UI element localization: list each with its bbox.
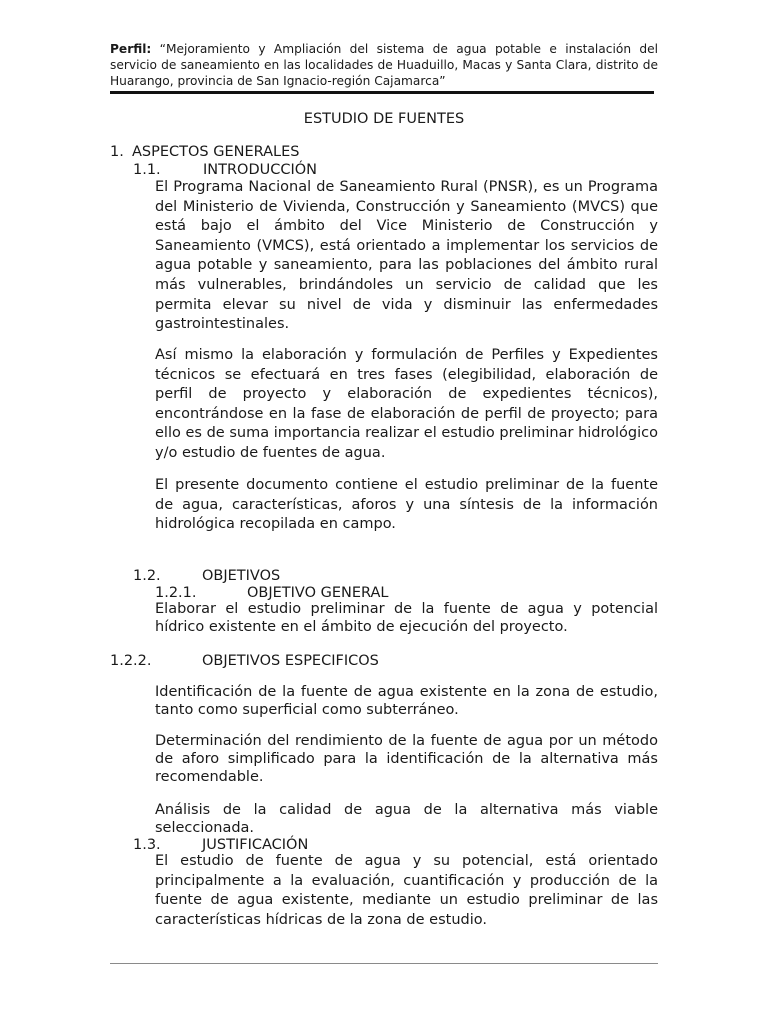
header-text: “Mejoramiento y Ampliación del sistema de agua potable e instalación del servicio de saneamiento en las localidades de Huaduillo, Macas y Santa Clara, distrito de Huarango, provincia de San Ignacio-región Cajamarca” [110, 42, 658, 88]
specific-objective-1: Identificación de la fuente de agua existente en la zona de estudio, tanto como superficial como subterráneo. [155, 684, 658, 718]
section-title: OBJETIVOS [202, 568, 281, 584]
section-heading-1-2 [133, 567, 280, 585]
footer-divider [110, 963, 658, 964]
section-heading-1 [110, 143, 300, 161]
justification-paragraph: El estudio de fuente de agua y su potencial, está orientado principalmente a la evaluación, cuantificación y producción de la fuente de agua existente, mediante un estudio preliminar de las características hídricas de la zona de estudio. [155, 853, 658, 928]
section-number: 1.2.2. [110, 653, 152, 669]
specific-objective-2: Determinación del rendimiento de la fuente de agua por un método de aforo simplificado para la identificación de la alternativa más recomendable. [155, 733, 658, 785]
page-header [110, 41, 658, 89]
section-title: ASPECTOS GENERALES [132, 144, 300, 160]
section-number: 1.2.1. [155, 585, 197, 601]
section-number: 1. [110, 144, 124, 160]
intro-paragraph-1: El Programa Nacional de Saneamiento Rural (PNSR), es un Programa del Ministerio de Vivienda, Construcción y Saneamiento (MVCS) que está bajo el ámbito del Vice Ministerio de Construcción y Saneamiento (VMCS), está orientado a implementar los servicios de agua potable y saneamiento, para las poblaciones del ámbito rural más vulnerables, brindándoles un servicio de calidad que les permita elevar su nivel de vida y disminuir las enfermedades gastrointestinales. [155, 179, 658, 333]
section-heading-1-1 [133, 161, 317, 179]
header-label: Perfil: [110, 42, 152, 56]
objective-general-paragraph: Elaborar el estudio preliminar de la fuente de agua y potencial hídrico existente en el ámbito de ejecución del proyecto. [155, 601, 658, 635]
specific-objective-3: Análisis de la calidad de agua de la alternativa más viable seleccionada. [155, 802, 658, 836]
section-heading-1-2-1 [155, 584, 389, 602]
section-title: JUSTIFICACIÓN [202, 837, 309, 853]
intro-paragraph-2: Así mismo la elaboración y formulación de Perfiles y Expedientes técnicos se efectuará en tres fases (elegibilidad, elaboración de perfil de proyecto y elaboración de expedientes técnicos), encontrándose en la fase de elaboración de perfil de proyecto; para ello es de suma importancia realizar el estudio preliminar hidrológico y/o estudio de fuentes de agua. [155, 347, 658, 461]
section-number: 1.3. [133, 837, 161, 853]
document-title: ESTUDIO DE FUENTES [303, 111, 465, 127]
section-number: 1.2. [133, 568, 161, 584]
section-number: 1.1. [133, 162, 161, 178]
header-divider [110, 91, 654, 94]
section-title: INTRODUCCIÓN [203, 162, 318, 178]
intro-paragraph-3: El presente documento contiene el estudio preliminar de la fuente de agua, características, aforos y una síntesis de la información hidrológica recopilada en campo. [155, 477, 658, 533]
section-title: OBJETIVO GENERAL [247, 585, 389, 601]
section-heading-1-2-2 [110, 652, 379, 670]
section-title: OBJETIVOS ESPECIFICOS [202, 653, 379, 669]
